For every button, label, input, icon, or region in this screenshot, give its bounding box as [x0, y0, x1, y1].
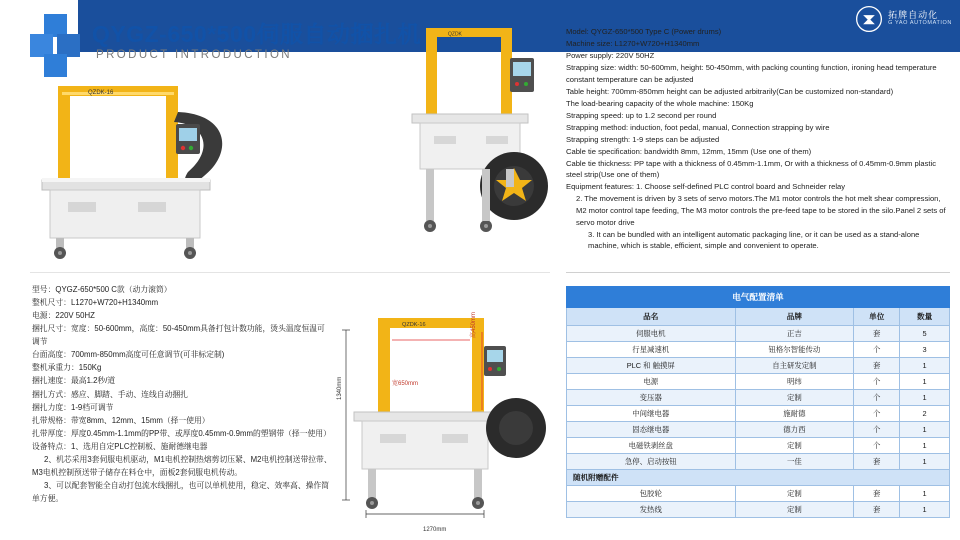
divider-right [566, 272, 950, 273]
table-header-cell: 品名 [567, 308, 736, 326]
spec-line: Cable tie thickness: PP tape with a thickness of 0.45mm-1.1mm, Or with a thickness of 0.45mm-0.9mm plastic steel strip(Use one of them) [566, 158, 936, 180]
table-row [567, 358, 950, 374]
machine-photo-front-left [28, 72, 278, 262]
cell-name: 伺服电机 [567, 326, 736, 342]
spec-line: Model: QYGZ-650*500 Type C (Power drums) [566, 27, 722, 36]
cell-brand: 定制 [735, 502, 854, 518]
cell-qty: 1 [900, 374, 950, 390]
spec-line-cn: 整机尺寸：L1270+W720+H1340mm [32, 298, 159, 308]
spec-line: The load-bearing capacity of the whole machine: 150Kg [566, 98, 754, 108]
cell-name: 固态继电器 [567, 422, 736, 438]
divider-left [30, 272, 550, 273]
table-row [567, 406, 950, 422]
cell-unit: 套 [854, 502, 900, 518]
spec-line: Power supply: 220V 50HZ [566, 51, 655, 61]
cell-brand: 一佳 [735, 454, 854, 470]
cell-brand: 明纬 [735, 374, 854, 390]
table-row [567, 390, 950, 406]
cell-qty: 1 [900, 422, 950, 438]
cell-unit: 套 [854, 454, 900, 470]
cell-qty: 2 [900, 406, 950, 422]
spec-line-cn: 3、可以配套智能全自动打包流水线捆扎，也可以单机使用，稳定、效率高、操作简单方便。 [32, 480, 330, 503]
table-row [567, 342, 950, 358]
spec-line: Table height: 700mm-850mm height can be adjusted arbitrarily(Can be customized non-standard) [566, 86, 894, 96]
cell-qty: 1 [900, 502, 950, 518]
cell-qty: 1 [900, 358, 950, 374]
spec-line: Machine size: L1270+W720+H1340mm [566, 39, 700, 49]
table-header-cell: 数量 [900, 308, 950, 326]
spec-line-cn: 2、机芯采用3套伺服电机驱动，M1电机控制热熔剪切压紧、M2电机控制送带拉带、M3电机控制预送带子储存在料仓中，面板2套伺服电机传动。 [32, 455, 332, 477]
spec-line-cn: 台面高度：700mm-850mm高度可任意调节(可非标定制) [32, 350, 225, 360]
cell-unit: 个 [854, 422, 900, 438]
table-row [567, 486, 950, 502]
table-title: 电气配置清单 [567, 287, 950, 308]
spec-line-cn: 捆扎方式：感应、脚踏、手动、连线自动捆扎 [32, 389, 188, 399]
cell-name: PLC 和 触摸屏 [567, 358, 736, 374]
table-row [567, 454, 950, 470]
cell-brand: 自主研发定制 [735, 358, 854, 374]
cell-unit: 个 [854, 342, 900, 358]
spec-line-cn: 捆扎尺寸：宽度：50-600mm，高度：50-450mm具备打包计数功能，烫头温度恒温可调节 [32, 324, 325, 346]
cell-unit: 个 [854, 438, 900, 454]
spec-line-cn: 捆扎速度：最高1.2秒/道 [32, 376, 116, 386]
table-header-cell: 品牌 [735, 308, 854, 326]
spec-line: Strapping method: induction, foot pedal, manual, Connection strapping by wire [566, 122, 830, 132]
cell-name: 电源 [567, 374, 736, 390]
cell-qty: 1 [900, 486, 950, 502]
spec-line-cn: 型号：QYGZ-650*500 C款（动力滚筒） [32, 285, 172, 294]
cell-brand: 定制 [735, 486, 854, 502]
spec-line: 2. The movement is driven by 3 sets of servo motors.The M1 motor controls the hot melt shear compression, M2 motor control tape feeding, The M3 motor controls the pre-feed tape to be stored in the silo.Panel 2 sets of servo motor drive [576, 194, 946, 227]
cell-unit: 个 [854, 374, 900, 390]
table-row [567, 422, 950, 438]
dimension-height-label: 1340mm [337, 376, 343, 400]
spec-line: Strapping size: width: 50-600mm, height: 50-450mm, with packing counting function, ironing head temperature constant temperature can be adjusted [566, 63, 937, 84]
spec-line-cn: 扎带厚度：厚度0.45mm-1.1mm的PP带、或厚度0.45mm-0.9mm的塑钢带（择一使用） [32, 428, 331, 438]
cell-brand: 定制 [735, 438, 854, 454]
cell-name: 行星减速机 [567, 342, 736, 358]
table-section-row [567, 470, 950, 486]
spec-line: Cable tie specification: bandwidth 8mm, 12mm, 15mm (Use one of them) [566, 146, 812, 156]
specs-chinese [32, 284, 332, 506]
table-header-cell: 单位 [854, 308, 900, 326]
cell-name: 中间继电器 [567, 406, 736, 422]
cell-brand: 德力西 [735, 422, 854, 438]
specs-english [566, 26, 950, 252]
cell-unit: 套 [854, 358, 900, 374]
cell-brand: 钮格尔智能传动 [735, 342, 854, 358]
spec-line-cn: 扎带规格：带宽8mm、12mm、15mm（择一使用） [32, 415, 210, 425]
spec-line: 3. It can be bundled with an intelligent automatic packaging line, or it can be used as a stand-alone machine, which is stable, efficient, simple and convenient to operate. [588, 229, 920, 251]
table-row [567, 374, 950, 390]
cell-brand: 施耐德 [735, 406, 854, 422]
cell-name: 包胶轮 [567, 486, 736, 502]
cell-name: 发热线 [567, 502, 736, 518]
cell-qty: 1 [900, 390, 950, 406]
cell-name: 电磁铁剥丝盘 [567, 438, 736, 454]
table-row [567, 438, 950, 454]
cell-unit: 个 [854, 406, 900, 422]
decorative-cubes [30, 14, 80, 78]
svg-text:QZDK-16: QZDK-16 [402, 322, 426, 328]
machine-photo-dimensioned [330, 300, 570, 530]
machine-panel-label: QZDK [448, 31, 462, 38]
dimension-opening-height-label: 高450mm [471, 311, 477, 338]
spec-line-cn: 捆扎力度：1-9档可调节 [32, 402, 114, 412]
spec-line: Equipment features: 1. Choose self-defined PLC control board and Schneider relay [566, 182, 846, 192]
spec-line-cn: 整机承重力：150Kg [32, 363, 102, 373]
machine-brand-label: QZDK-16 [88, 90, 114, 96]
spec-line-cn: 电源：220V 50HZ [32, 311, 95, 321]
section-label: 随机附赠配件 [567, 470, 950, 486]
cell-qty: 3 [900, 342, 950, 358]
table-row [567, 326, 950, 342]
page-title: QYGZ-650*500伺服自动捆扎机 [92, 21, 422, 47]
cell-name: 变压器 [567, 390, 736, 406]
page-subtitle: PRODUCT INTRODUCTION [96, 49, 293, 61]
logo-text-en: G YAO AUTOMATION [888, 19, 952, 26]
spec-line-cn: 设备特点：1、选用自定PLC控制板、施耐德继电器 [32, 442, 208, 451]
cell-qty: 5 [900, 326, 950, 342]
cell-unit: 个 [854, 390, 900, 406]
cell-name: 急停、启动按钮 [567, 454, 736, 470]
cell-unit: 套 [854, 326, 900, 342]
dimension-width-label: 1270mm [423, 527, 447, 533]
spec-line: Strapping strength: 1-9 steps can be adjusted [566, 134, 720, 144]
cell-brand: 正吉 [735, 326, 854, 342]
machine-photo-angled [390, 18, 560, 268]
spec-line: Strapping speed: up to 1.2 second per round [566, 110, 717, 120]
table-row [567, 502, 950, 518]
dimension-opening-width-label: 宽650mm [392, 381, 419, 387]
cell-qty: 1 [900, 454, 950, 470]
cell-unit: 套 [854, 486, 900, 502]
cell-brand: 定制 [735, 390, 854, 406]
electrical-config-table [566, 286, 950, 518]
cell-qty: 1 [900, 438, 950, 454]
logo-text-cn: 拓牌自动化 [888, 10, 939, 21]
